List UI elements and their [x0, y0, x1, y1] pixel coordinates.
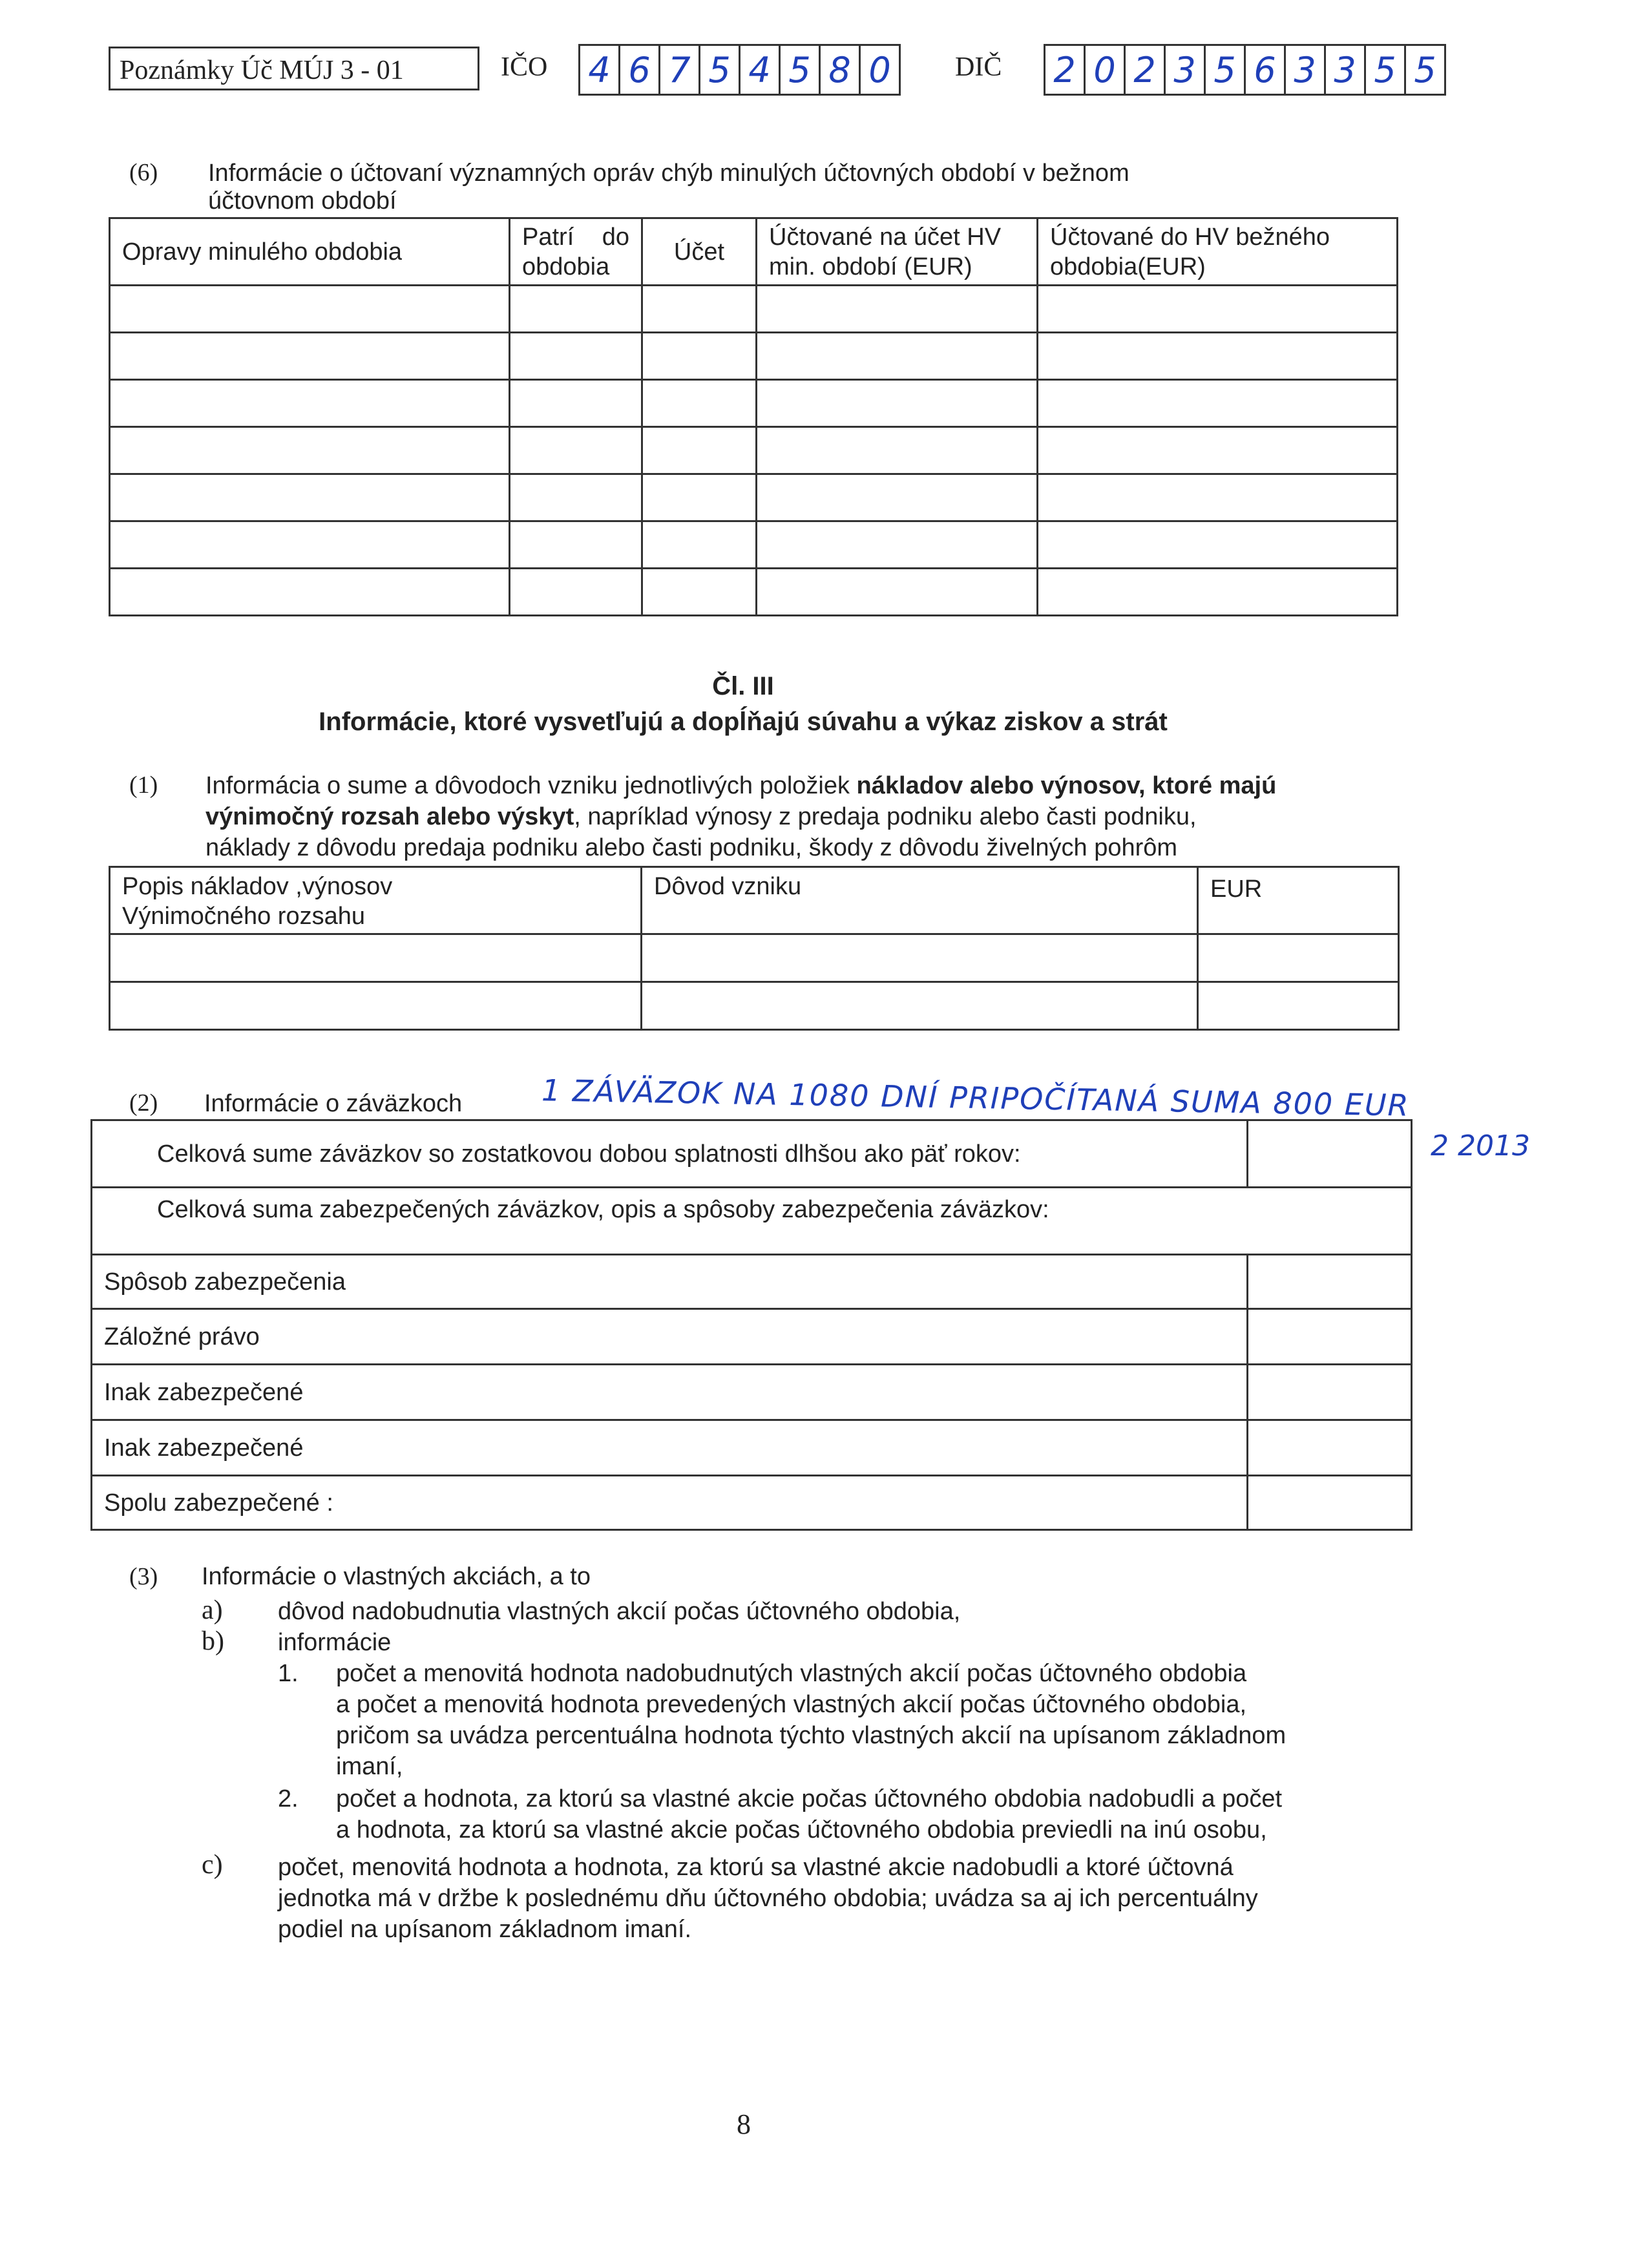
- prior-period-corrections-table: [109, 217, 1398, 616]
- ico-digit-box: 7: [658, 44, 700, 96]
- item-c-line3: podiel na upísanom základnom imaní.: [278, 1916, 692, 1943]
- ico-digit-box: 5: [698, 44, 740, 96]
- section6-text-line1: Informácie o účtovaní významných opráv chýb minulých účtovných období v bežnom: [208, 160, 1129, 187]
- section2-number: (2): [129, 1089, 158, 1117]
- ico-digit-box: 4: [578, 44, 620, 96]
- col-header-account: Účet: [642, 218, 757, 286]
- form-label: Poznámky Úč MÚJ 3 - 01: [120, 56, 404, 85]
- item-b2-line1: počet a hodnota, za ktorú sa vlastné akcie počas účtovného obdobia nadobudli a počet: [336, 1785, 1283, 1812]
- section3-number: (3): [129, 1563, 158, 1590]
- otherwise-secured-label-1: Inak zabezpečené: [92, 1365, 1248, 1420]
- dic-digit-box: 5: [1364, 44, 1406, 96]
- item-c-label: c): [202, 1850, 223, 1880]
- table-row: [110, 934, 1399, 982]
- page-number: 8: [737, 2108, 751, 2140]
- section3-intro: Informácie o vlastných akciách, a to: [202, 1563, 591, 1590]
- item-b2-label: 2.: [278, 1785, 299, 1812]
- dic-digit-box: 3: [1324, 44, 1366, 96]
- section1-line2: výnimočný rozsah alebo výskyt, napríklad výnosy z predaja podniku alebo časti podniku,: [205, 803, 1197, 830]
- col-header-description: Popis nákladov ,výnosov Výnimočného rozsahu: [110, 867, 642, 934]
- total-liabilities-over-5y: Celková sume záväzkov so zostatkovou dobou splatnosti dlhšou ako päť rokov:: [92, 1120, 1248, 1188]
- ico-digit-box: 4: [739, 44, 781, 96]
- table-row: [110, 380, 1398, 427]
- secured-liabilities-description: Celková suma zabezpečených záväzkov, opis a spôsoby zabezpečenia záväzkov:: [92, 1188, 1412, 1255]
- section6-number: (6): [129, 159, 158, 186]
- table-row: [110, 286, 1398, 333]
- item-b-text: informácie: [278, 1629, 392, 1656]
- table-row: [110, 427, 1398, 474]
- article-subheading: Informácie, ktoré vysvetľujú a dopĺňajú súvahu a výkaz ziskov a strát: [319, 708, 1168, 736]
- item-c-line2: jednotka má v držbe k poslednému dňu účtovného obdobia; uvádza sa aj ich percentuálny: [278, 1885, 1258, 1912]
- table-row: [110, 982, 1399, 1030]
- dic-digit-box: 5: [1204, 44, 1246, 96]
- dic-digit-box: 3: [1164, 44, 1206, 96]
- col-header-eur: EUR: [1198, 867, 1399, 934]
- item-a-text: dôvod nadobudnutia vlastných akcií počas účtovného obdobia,: [278, 1598, 961, 1625]
- dic-digit-box: 2: [1124, 44, 1166, 96]
- dic-digit-box: 3: [1284, 44, 1326, 96]
- liabilities-table: [90, 1119, 1413, 1531]
- ico-digit-box: 5: [779, 44, 821, 96]
- dic-label: DIČ: [955, 52, 1002, 82]
- ico-digit-box: 0: [859, 44, 901, 96]
- section6-text-line2: účtovnom období: [208, 187, 397, 215]
- form-label-box: [109, 47, 479, 90]
- item-b1-label: 1.: [278, 1660, 299, 1687]
- col-header-period: Patrí do obdobia: [510, 218, 642, 286]
- article-heading: Čl. III: [712, 672, 774, 700]
- item-b2-line2: a hodnota, za ktorú sa vlastné akcie počas účtovného obdobia previedli na inú osobu,: [336, 1816, 1267, 1843]
- dic-digit-boxes: [1045, 44, 1446, 96]
- handwritten-note-line1: 1 ZÁVÄZOK NA 1080 DNÍ PRIPOČÍTANÁ SUMA 800 EUR: [541, 1073, 1410, 1123]
- ico-digit-box: 8: [819, 44, 861, 96]
- col-header-current-hv: Účtované do HV bežného obdobia(EUR): [1038, 218, 1398, 286]
- dic-digit-box: 2: [1044, 44, 1086, 96]
- col-header-corrections: Opravy minulého obdobia: [110, 218, 510, 286]
- total-secured-label: Spolu zabezpečené :: [92, 1476, 1248, 1530]
- section1-line3: náklady z dôvodu predaja podniku alebo časti podniku, škody z dôvodu živelných pohrôm: [205, 834, 1178, 861]
- handwritten-note-line2: 2 2013: [1431, 1129, 1530, 1162]
- exceptional-items-table: [109, 866, 1400, 1031]
- table-row: [110, 474, 1398, 521]
- col-header-reason: Dôvod vzniku: [642, 867, 1198, 934]
- lien-label: Záložné právo: [92, 1309, 1248, 1365]
- col-header-prior-hv: Účtované na účet HV min. období (EUR): [757, 218, 1038, 286]
- table-row: [110, 569, 1398, 616]
- total-liabilities-over-5y-value: [1248, 1120, 1412, 1188]
- otherwise-secured-label-2: Inak zabezpečené: [92, 1420, 1248, 1476]
- table-row: [110, 333, 1398, 380]
- item-a-label: a): [202, 1595, 223, 1625]
- ico-label: IČO: [501, 52, 548, 82]
- section1-number: (1): [129, 772, 158, 799]
- item-b1-line3: pričom sa uvádza percentuálna hodnota týchto vlastných akcií na upísanom základnom: [336, 1722, 1287, 1749]
- dic-digit-box: 6: [1244, 44, 1286, 96]
- item-c-line1: počet, menovitá hodnota a hodnota, za ktorú sa vlastné akcie nadobudli a ktoré účtovná: [278, 1854, 1234, 1881]
- section2-title: Informácie o záväzkoch: [204, 1090, 463, 1117]
- dic-digit-box: 0: [1084, 44, 1126, 96]
- item-b1-line2: a počet a menovitá hodnota prevedených vlastných akcií počas účtovného obdobia,: [336, 1691, 1247, 1718]
- table-row: [110, 521, 1398, 569]
- ico-digit-boxes: [580, 44, 901, 96]
- dic-digit-box: 5: [1404, 44, 1446, 96]
- item-b1-line1: počet a menovitá hodnota nadobudnutých vlastných akcií počas účtovného obdobia: [336, 1660, 1247, 1687]
- item-b-label: b): [202, 1626, 224, 1656]
- security-method-label: Spôsob zabezpečenia: [92, 1255, 1248, 1309]
- section1-line1: Informácia o sume a dôvodoch vzniku jednotlivých položiek nákladov alebo výnosov, ktoré majú: [205, 772, 1277, 799]
- item-b1-line4: imaní,: [336, 1753, 403, 1780]
- ico-digit-box: 6: [618, 44, 660, 96]
